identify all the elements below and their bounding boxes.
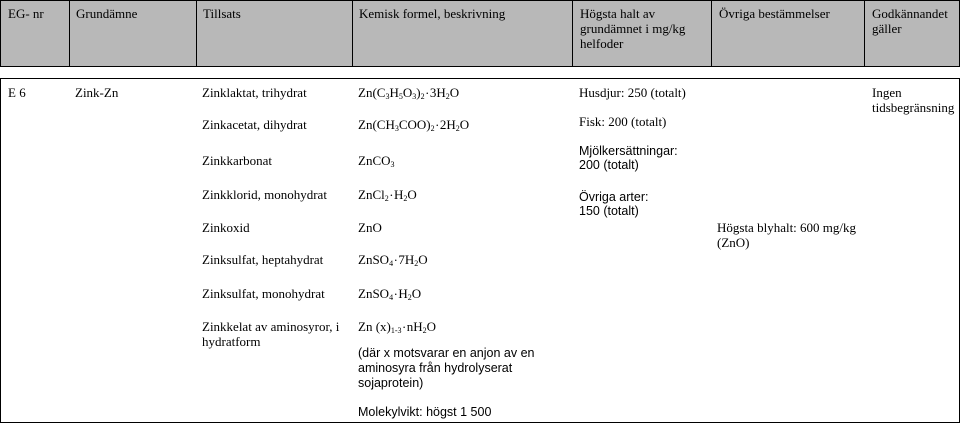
max-content-milk-replacers: Mjölkersättningar: xyxy=(579,144,678,158)
additive-item: hydratform xyxy=(202,334,261,349)
max-content-livestock: Husdjur: 250 (totalt) xyxy=(579,85,686,100)
formula-zinc-chloride: $ZnCl_2.H_2O$ xyxy=(358,184,417,203)
additive-item: Zinkkarbonat xyxy=(202,153,273,168)
header-eg-nr: EG- nr xyxy=(8,6,44,21)
additive-item: Zinkoxid xyxy=(202,220,250,235)
formula-zinc-sulfate-mono: $ZnSO_4.H_2O$ xyxy=(358,283,422,302)
additive-item: Zinkacetat, dihydrat xyxy=(202,117,307,132)
element-cell: Zink-Zn xyxy=(75,85,119,100)
column-divider xyxy=(572,0,573,66)
formula-zinc-acetate: $Zn(CH_3COO)_2.2H_2O$ xyxy=(358,114,470,133)
header-formula: Kemisk formel, beskrivning xyxy=(359,6,506,21)
header-element: Grundämne xyxy=(76,6,138,21)
formula-zinc-carbonate: ZnCO$_3$ xyxy=(358,153,395,169)
formula-note: sojaprotein) xyxy=(358,376,424,390)
molecular-weight: Molekylvikt: högst 1 500 xyxy=(358,405,492,419)
header-max-content: Högsta halt av grundämnet i mg/kg helfoder xyxy=(580,6,686,51)
additive-item: Zinkklorid, monohydrat xyxy=(202,187,327,202)
formula-note: (där x motsvarar en anjon av en xyxy=(358,346,535,360)
column-divider xyxy=(196,0,197,66)
column-divider xyxy=(711,0,712,66)
formula-zinc-sulfate-hepta: $ZnSO_4.7H_2O$ xyxy=(358,249,428,268)
additive-item: Zinkkelat av aminosyror, i xyxy=(202,319,340,334)
column-divider xyxy=(352,0,353,66)
eg-nr-cell: E 6 xyxy=(8,85,26,100)
other-rules-lead-note: (ZnO) xyxy=(717,235,750,250)
additive-item: Zinksulfat, monohydrat xyxy=(202,286,325,301)
formula-zinc-oxide: ZnO xyxy=(358,220,382,235)
max-content-milk-replacers-value: 200 (totalt) xyxy=(579,158,639,172)
additive-item: Zinksulfat, heptahydrat xyxy=(202,252,324,267)
table-header xyxy=(0,0,960,67)
formula-zinc-chelate: Zn $(x)_{1-3}.nH_2O$ xyxy=(358,316,437,335)
formula-note: aminosyra från hydrolyserat xyxy=(358,361,513,375)
approval-status: tidsbegränsning xyxy=(872,100,955,115)
header-approval: Godkännandet gäller xyxy=(872,6,948,36)
max-content-other-species: Övriga arter: xyxy=(579,190,649,204)
approval-status: Ingen xyxy=(872,85,902,100)
max-content-fish: Fisk: 200 (totalt) xyxy=(579,114,667,129)
header-additive: Tillsats xyxy=(203,6,241,21)
other-rules-lead: Högsta blyhalt: 600 mg/kg xyxy=(717,220,857,235)
column-divider xyxy=(864,0,865,66)
max-content-other-species-value: 150 (totalt) xyxy=(579,204,639,218)
column-divider xyxy=(69,0,70,66)
additive-item: Zinklaktat, trihydrat xyxy=(202,85,307,100)
formula-zinc-lactate: $Zn(C_3H_5O_3)_2.3H_2O$ xyxy=(358,82,460,101)
header-other-rules: Övriga bestämmelser xyxy=(719,6,830,21)
